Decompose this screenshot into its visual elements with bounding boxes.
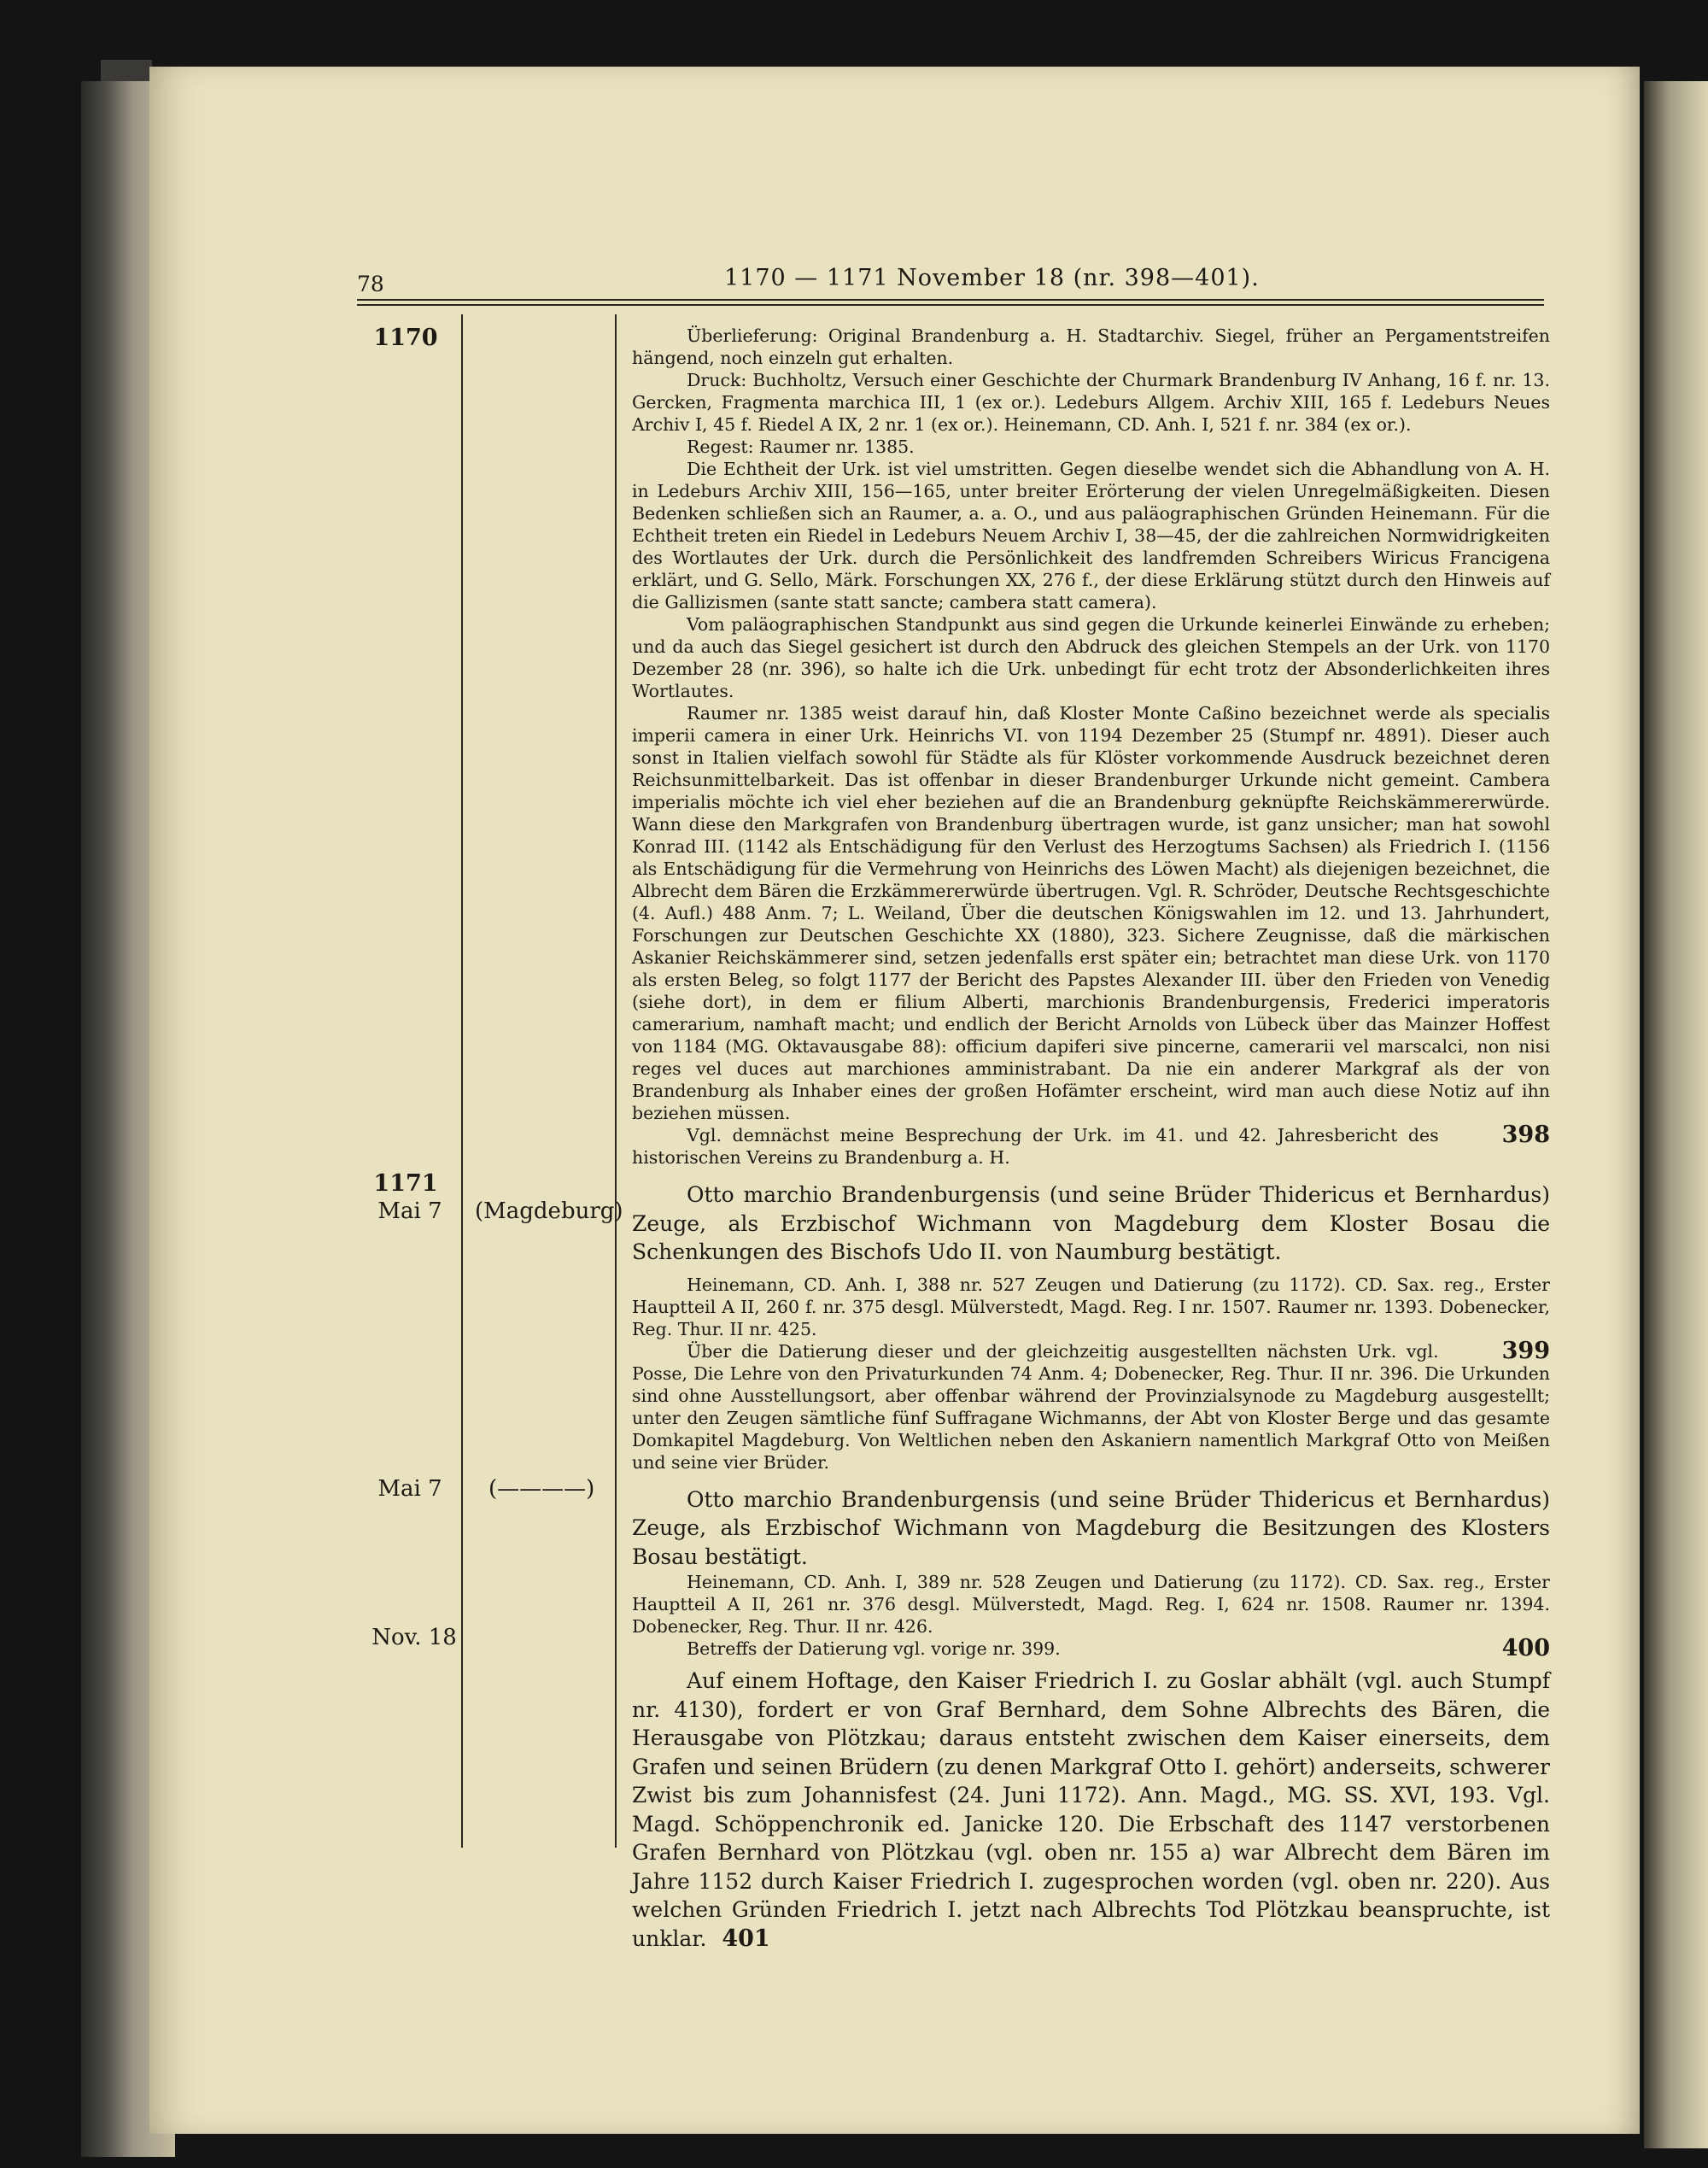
entry-400-sources: Heinemann, CD. Anh. I, 389 nr. 528 Zeugen und Datierung (zu 1172). CD. Sax. reg., Erster Hauptteil A II, 261 nr. 376 desgl. Mülverstedt, Magd. Reg. I, 624 nr. 1508. Raumer nr. 1394. Dobenecker, Reg. Thur. II nr. 426.	[632, 1572, 1550, 1637]
entry-398-print: Druck: Buchholtz, Versuch einer Geschichte der Churmark Brandenburg IV Anhang, 16 f. nr. 13. Gercken, Fragmenta marchica III, 1 (ex or.). Ledeburs Allgem. Archiv XIII, 165 f. Ledeburs Neues Archiv I, 45 f. Riedel A IX, 2 nr. 1 (ex or.). Heinemann, CD. Anh. I, 521 f. nr. 384 (ex or.).	[632, 370, 1550, 435]
entry-398	[632, 325, 1550, 1169]
entry-number-399: 399	[1501, 1337, 1550, 1364]
page-header	[357, 265, 1544, 306]
page-number: 78	[357, 272, 384, 296]
entry-398-regest: Regest: Raumer nr. 1385.	[687, 437, 915, 457]
entry-399-main: Otto marchio Brandenburgensis (und seine Brüder Thidericus et Bernhardus) Zeuge, als Erzbischof Wichmann von Magdeburg dem Kloster Bosau die Schenkungen des Bischofs Udo II. von Naumburg bestätigt.	[632, 1182, 1550, 1264]
facing-page-edge	[1644, 81, 1708, 2148]
entries-column	[632, 325, 1550, 1953]
entry-number-398: 398	[1501, 1122, 1550, 1148]
running-title: 1170 — 1171 November 18 (nr. 398—401).	[724, 265, 1260, 291]
margin-year-1171: 1171	[373, 1170, 438, 1197]
margin-date-399: Mai 7	[377, 1198, 442, 1224]
entry-400-note: 400 Betreffs der Datierung vgl. vorige nr. 399.	[687, 1635, 1550, 1661]
column-divider-place	[615, 314, 617, 1848]
entry-398-note-3: Raumer nr. 1385 weist darauf hin, daß Kloster Monte Caßino bezeichnet werde als specialis imperii camera in einer Urk. Heinrichs VI. von 1194 Dezember 25 (Stumpf nr. 4891). Dieser auch sonst in Italien vielfach sowohl für Städte als für Klöster vorkommende Ausdruck bezeichnet deren Reichsunmittelbarkeit. Das ist offenbar in dieser Brandenburger Urkunde nicht gemeint. Cambera imperialis möchte ich viel eher beziehen auf die an Brandenburg geknüpfte Reichskämmererwürde. Wann diese den Markgrafen von Brandenburg übertragen wurde, ist ganz unsicher; man hat sowohl Konrad III. (1142 als Entschädigung für den Verlust des Herzogtums Sachsen) als Friedrich I. (1156 als Entschädigung für die Vermehrung von Heinrichs des Löwen Macht) als diejenigen bezeichnet, die Albrecht dem Bären die Erzkämmererwürde übertrugen. Vgl. R. Schröder, Deutsche Rechtsgeschichte (4. Aufl.) 488 Anm. 7; L. Weiland, Über die deutschen Königswahlen im 12. und 13. Jahrhundert, Forschungen zur Deutschen Geschichte XX (1880), 323. Sichere Zeugnisse, daß die märkischen Askanier Reichskämmerer sind, setzen jedenfalls erst später ein; betrachtet man diese Urk. von 1170 als ersten Beleg, so folgt 1177 der Bericht des Papstes Alexander III. über den Frieden von Venedig (siehe dort), in dem er filium Alberti, marchionis Brandenburgensis, Frederici imperatoris camerarium, namhaft macht; und endlich der Bericht Arnolds von Lübeck über das Mainzer Hoffest von 1184 (MG. Oktavausgabe 88): officium dapiferi sive pincerne, camerarii vel marscalci, non nisi reges vel duces aut marchiones amministrabant. Da nie ein anderer Markgraf als der von Brandenburg als Inhaber eines der großen Hofämter erscheint, wird man auch diese Notiz auf ihn beziehen müssen.	[632, 703, 1550, 1123]
margin-date-401: Nov. 18	[371, 1625, 457, 1650]
margin-date-400: Mai 7	[377, 1476, 442, 1502]
margin-year-1170: 1170	[373, 325, 438, 351]
entry-398-note-4: 398 Vgl. demnächst meine Besprechung der Urk. im 41. und 42. Jahresbericht des historischen Vereins zu Brandenburg a. H.	[632, 1122, 1550, 1168]
margin-place-400: (————)	[488, 1476, 595, 1502]
entry-401	[632, 1667, 1550, 1953]
entry-398-note-2: Vom paläographischen Standpunkt aus sind gegen die Urkunde keinerlei Einwände zu erheben; und da auch das Siegel gesichert ist durch den Abdruck des gleichen Stempels an der Urk. von 1170 Dezember 28 (nr. 396), so halte ich die Urk. unbedingt für echt trotz der Absonderlichkeiten ihres Wortlautes.	[632, 614, 1550, 701]
margin-place-399: (Magdeburg)	[475, 1198, 623, 1224]
entry-number-400: 400	[1501, 1635, 1550, 1661]
entry-400	[632, 1485, 1550, 1661]
entry-399-note: 399 Über die Datierung dieser und der gleichzeitig ausgestellten nächsten Urk. vgl. Posse, Die Lehre von den Privaturkunden 74 Anm. 4; Dobenecker, Reg. Thur. II nr. 396. Die Urkunden sind ohne Ausstellungsort, aber offenbar während der Provinzialsynode zu Magdeburg ausgestellt; unter den Zeugen sämtliche fünf Suffragane Wichmanns, der Abt von Kloster Berge und das gesamte Domkapitel Magdeburg. Von Weltlichen neben den Askaniern namentlich Markgraf Otto von Meißen und seine vier Brüder.	[632, 1337, 1550, 1473]
entry-400-main: Otto marchio Brandenburgensis (und seine Brüder Thidericus et Bernhardus) Zeuge, als Erzbischof Wichmann von Magdeburg die Besitzungen des Klosters Bosau bestätigt.	[632, 1486, 1550, 1569]
entry-number-401: 401	[722, 1925, 770, 1952]
column-divider-date	[461, 314, 463, 1848]
entry-399	[632, 1181, 1550, 1474]
header-rule-double	[357, 304, 1544, 306]
header-rule	[357, 299, 1544, 301]
entry-398-tradition: Überlieferung: Original Brandenburg a. H. Stadtarchiv. Siegel, früher an Pergamentstreifen hängend, noch einzeln gut erhalten.	[632, 325, 1550, 368]
entry-401-main: Auf einem Hoftage, den Kaiser Friedrich I. zu Goslar abhält (vgl. auch Stumpf nr. 4130), fordert er von Graf Bernhard, dem Sohne Albrechts des Bären, die Herausgabe von Plötzkau; daraus entsteht zwischen dem Kaiser einerseits, dem Grafen und seinen Brüdern (zu denen Markgraf Otto I. gehört) anderseits, schwerer Zwist bis zum Johannisfest (24. Juni 1172). Ann. Magd., MG. SS. XVI, 193. Vgl. Magd. Schöppenchronik ed. Janicke 120. Die Erbschaft des 1147 verstorbenen Grafen Bernhard von Plötzkau (vgl. oben nr. 155 a) war Albrecht dem Bären im Jahre 1152 durch Kaiser Friedrich I. zugesprochen worden (vgl. oben nr. 220). Aus welchen Gründen Friedrich I. jetzt nach Albrechts Tod Plötzkau beanspruchte, ist unklar. 401	[632, 1668, 1550, 1952]
entry-398-note-1: Die Echtheit der Urk. ist viel umstritten. Gegen dieselbe wendet sich die Abhandlung von A. H. in Ledeburs Archiv XIII, 156—165, unter breiter Erörterung der vielen Unregelmäßigkeiten. Diesen Bedenken schließen sich an Raumer, a. a. O., und aus paläographischen Gründen Heinemann. Für die Echtheit treten ein Riedel in Ledeburs Neuem Archiv I, 38—45, der die zahlreichen Normwidrigkeiten des Wortlautes der Urk. durch die Persönlichkeit des landfremden Schreibers Wiricus Francigena erklärt, und G. Sello, Märk. Forschungen XX, 276 f., der diese Erklärung stützt durch den Hinweis auf die Gallizismen (sante statt sancte; cambera statt camera).	[632, 459, 1550, 612]
entry-399-sources: Heinemann, CD. Anh. I, 388 nr. 527 Zeugen und Datierung (zu 1172). CD. Sax. reg., Erster Hauptteil A II, 260 f. nr. 375 desgl. Mülverstedt, Magd. Reg. I nr. 1507. Raumer nr. 1393. Dobenecker, Reg. Thur. II nr. 425.	[632, 1274, 1550, 1339]
